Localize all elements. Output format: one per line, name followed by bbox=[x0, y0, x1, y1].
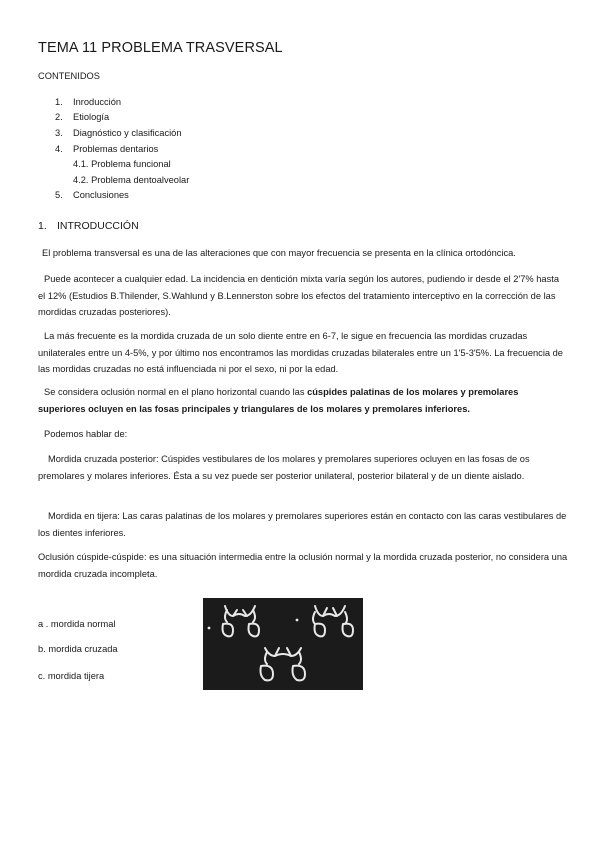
paragraph-2: Puede acontecer a cualquier edad. La incidencia en dentición mixta varía según los autores, pudiendo ir desde el 2'7% hasta el 12% (Estudios B.Thilender, S.Wahlund y B.Lennerston sobre los efectos del tratamiento interceptivo en la corrección de las mordidas cruzadas posteriores). bbox=[38, 274, 559, 317]
paragraph-4: Se considera oclusión normal en el plano horizontal cuando las cúspides palatinas de los molares y premolares superiores ocluyen en las fosas principales y triangulares de los molares y premolares inferiores. bbox=[38, 387, 519, 414]
section-heading-introduccion: 1. INTRODUCCIÓN bbox=[38, 220, 139, 232]
paragraph-3: La más frecuente es la mordida cruzada de un solo diente entre en 6-7, le sigue en frecuencia las mordidas cruzadas unilaterales entre un 4-5%, y por último nos encontramos las mordidas cruzadas bilaterales entre un 1'5-3'5%. La frecuencia de las mordidas cruzadas no está influenciada ni por el sexo, ni por la edad. bbox=[38, 331, 563, 374]
toc-subitem-4-2: 4.2. Problema dentoalveolar bbox=[73, 175, 190, 185]
paragraph-7: Mordida en tijera: Las caras palatinas de los molares y premolares superiores están en contacto con las caras vestibulares de los dientes inferiores. bbox=[38, 511, 567, 538]
occlusion-illustration-svg bbox=[203, 598, 363, 690]
tooth-pair-crossbite-icon bbox=[261, 648, 306, 680]
paragraph-1: El problema transversal es una de las alteraciones que con mayor frecuencia se presenta en la clínica ortodóncica. bbox=[42, 248, 516, 258]
page-title: TEMA 11 PROBLEMA TRASVERSAL bbox=[38, 40, 283, 56]
toc-item-1: 1. Inroducción bbox=[55, 97, 122, 107]
contents-heading: CONTENIDOS bbox=[38, 71, 100, 81]
paragraph-5: Podemos hablar de: bbox=[44, 429, 128, 439]
toc-item-2: 2. Etiología bbox=[55, 112, 110, 122]
toc-item-4: 4. Problemas dentarios bbox=[55, 144, 159, 154]
paragraph-6: Mordida cruzada posterior: Cúspides vestibulares de los molares y premolares superiores ocluyen en las fosas de os premolares y molares inferiores. Ésta a su vez puede ser posterior unilateral, posterior bilateral y de un diente aislado. bbox=[38, 454, 530, 481]
marker-dot-icon bbox=[208, 627, 211, 630]
paragraph-4-bold: cúspides palatinas de los molares y premolares superiores ocluyen en las fosas principales y triangulares de los molares y premolares inferiores. bbox=[38, 387, 519, 414]
tooth-pair-scissor-icon bbox=[313, 606, 353, 636]
marker-dot-icon bbox=[296, 619, 299, 622]
figure-label-a: a . mordida normal bbox=[38, 619, 116, 629]
figure-label-b: b. mordida cruzada bbox=[38, 644, 118, 654]
occlusion-illustration bbox=[203, 598, 363, 690]
figure-label-c: c. mordida tijera bbox=[38, 671, 105, 681]
toc-subitem-4-1: 4.1. Problema funcional bbox=[73, 159, 171, 169]
paragraph-8: Oclusión cúspide-cúspide: es una situación intermedia entre la oclusión normal y la mordida cruzada posterior, no considera una mordida cruzada incompleta. bbox=[38, 552, 568, 579]
tooth-pair-normal-icon bbox=[223, 606, 260, 636]
toc-item-3: 3. Diagnóstico y clasificación bbox=[55, 128, 182, 138]
toc-item-5: 5. Conclusiones bbox=[55, 190, 129, 200]
